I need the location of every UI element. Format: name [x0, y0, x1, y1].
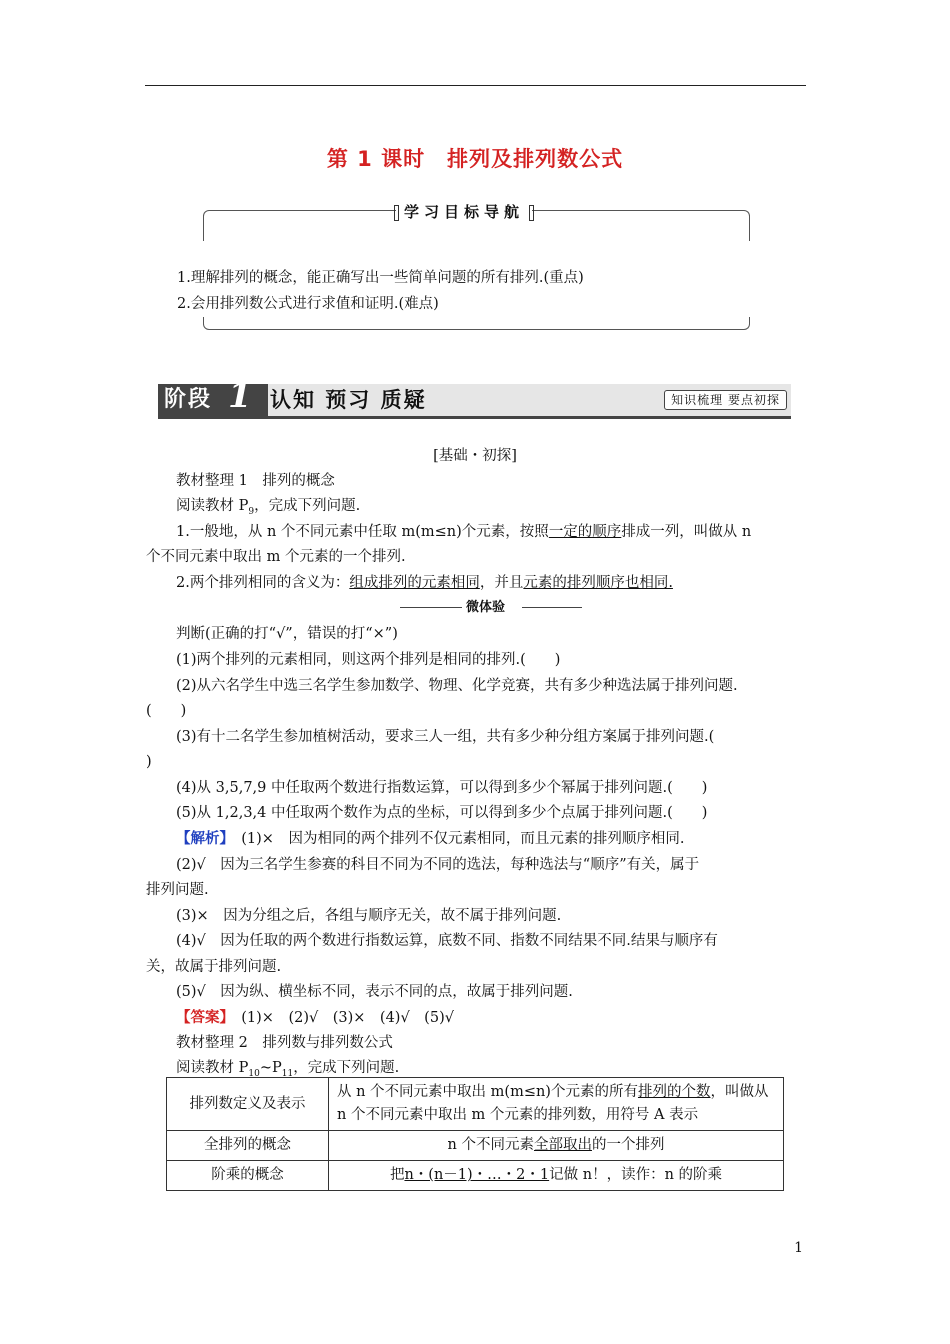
goal-item: 1.理解排列的概念，能正确写出一些简单问题的所有排列.(重点)	[177, 270, 584, 286]
question-5: (5)从 1,2,3,4 中任取两个数作为点的坐标，可以得到多少个点属于排列问题.( )	[176, 805, 708, 821]
table-key: 全排列的概念	[167, 1131, 329, 1161]
goals-label: 学习目标导航	[396, 201, 532, 222]
table-value: 把n・(n－1)・…・2・1记做 n！，读作：n 的阶乘	[329, 1161, 784, 1191]
section-title: 教材整理 1 排列的概念	[176, 473, 335, 489]
stage-tag-label: 阶段	[164, 387, 213, 412]
micro-label: 微体验	[466, 600, 506, 615]
table-key: 阶乘的概念	[167, 1161, 329, 1191]
goal-item: 2.会用排列数公式进行求值和证明.(难点)	[177, 296, 439, 312]
analysis-1: 【解析】 (1)× 因为相同的两个排列不仅元素相同，而且元素的排列顺序相同.	[176, 830, 685, 847]
stage-tag	[158, 376, 268, 416]
table-value: 从 n 个不同元素中取出 m(m≤n)个元素的所有排列的个数，叫做从 n 个不同元素中取出 m 个元素的排列数，用符号 A 表示	[329, 1078, 784, 1131]
goals-frame-bottom	[203, 317, 750, 330]
table-key: 排列数定义及表示	[167, 1078, 329, 1131]
question-2: (2)从六名学生中选三名学生参加数学、物理、化学竞赛，共有多少种选法属于排列问题.	[176, 678, 738, 694]
question-3: (3)有十二名学生参加植树活动，要求三人一组，共有多少种分组方案属于排列问题.(	[176, 729, 715, 745]
analysis-2: (2)√ 因为三名学生参赛的科目不同为不同的选法，每种选法与“顺序”有关，属于	[176, 857, 700, 873]
table-row	[167, 1131, 784, 1161]
page-title: 第 1 课时 排列及排列数公式	[326, 147, 624, 171]
question-4: (4)从 3,5,7,9 中任取两个数进行指数运算，可以得到多少个幂属于排列问题.( )	[176, 780, 708, 796]
section-title: 教材整理 2 排列数与排列数公式	[176, 1035, 393, 1051]
judge-intro: 判断(正确的打“√”，错误的打“×”)	[176, 626, 398, 642]
definition-1-cont: 个不同元素中取出 m 个元素的一个排列.	[146, 549, 406, 565]
table-row	[167, 1161, 784, 1191]
analysis-label: 【解析】	[176, 830, 227, 847]
table-row	[167, 1078, 784, 1131]
definition-1: 1.一般地，从 n 个不同元素中任取 m(m≤n)个元素，按照一定的顺序排成一列，叫做从 n	[176, 524, 752, 540]
answer-label: 【答案】	[176, 1009, 227, 1026]
read-instruction: 阅读教材 $P_{10}\sim P_{11}$，完成下列问题.	[176, 1060, 400, 1079]
question-3-cont: )	[146, 754, 152, 770]
stage-title: 认知 预习 质疑	[270, 387, 427, 412]
stage-badge: 知识梳理 要点初探	[664, 390, 787, 410]
micro-rule-left	[400, 607, 462, 608]
analysis-4: (4)√ 因为任取的两个数进行指数运算，底数不同、指数不同结果不同.结果与顺序有	[176, 933, 718, 949]
basics-label: [基础・初探]	[433, 448, 517, 464]
analysis-3: (3)× 因为分组之后，各组与顺序无关，故不属于排列问题.	[176, 908, 562, 924]
page-number: 1	[794, 1240, 803, 1256]
micro-rule-right	[522, 607, 582, 608]
definition-2: 2.两个排列相同的含义为：组成排列的元素相同，并且元素的排列顺序也相同.	[176, 575, 673, 591]
question-2-cont: ( )	[146, 703, 187, 719]
answer-line: 【答案】 (1)× (2)√ (3)× (4)√ (5)√	[176, 1009, 454, 1026]
learning-goals-box	[177, 203, 748, 330]
goals-frame-top	[203, 203, 750, 241]
header-rule	[145, 85, 806, 86]
stage-number: 1	[228, 376, 252, 416]
table-value: n 个不同元素全部取出的一个排列	[329, 1131, 784, 1161]
read-instruction: 阅读教材 $P_9$，完成下列问题.	[176, 498, 361, 517]
stage-banner	[158, 376, 791, 419]
analysis-4-cont: 关，故属于排列问题.	[146, 959, 282, 975]
analysis-2-cont: 排列问题.	[146, 882, 209, 898]
question-1: (1)两个排列的元素相同，则这两个排列是相同的排列.( )	[176, 652, 561, 668]
definition-table	[166, 1077, 784, 1191]
analysis-5: (5)√ 因为纵、横坐标不同，表示不同的点，故属于排列问题.	[176, 984, 573, 1000]
